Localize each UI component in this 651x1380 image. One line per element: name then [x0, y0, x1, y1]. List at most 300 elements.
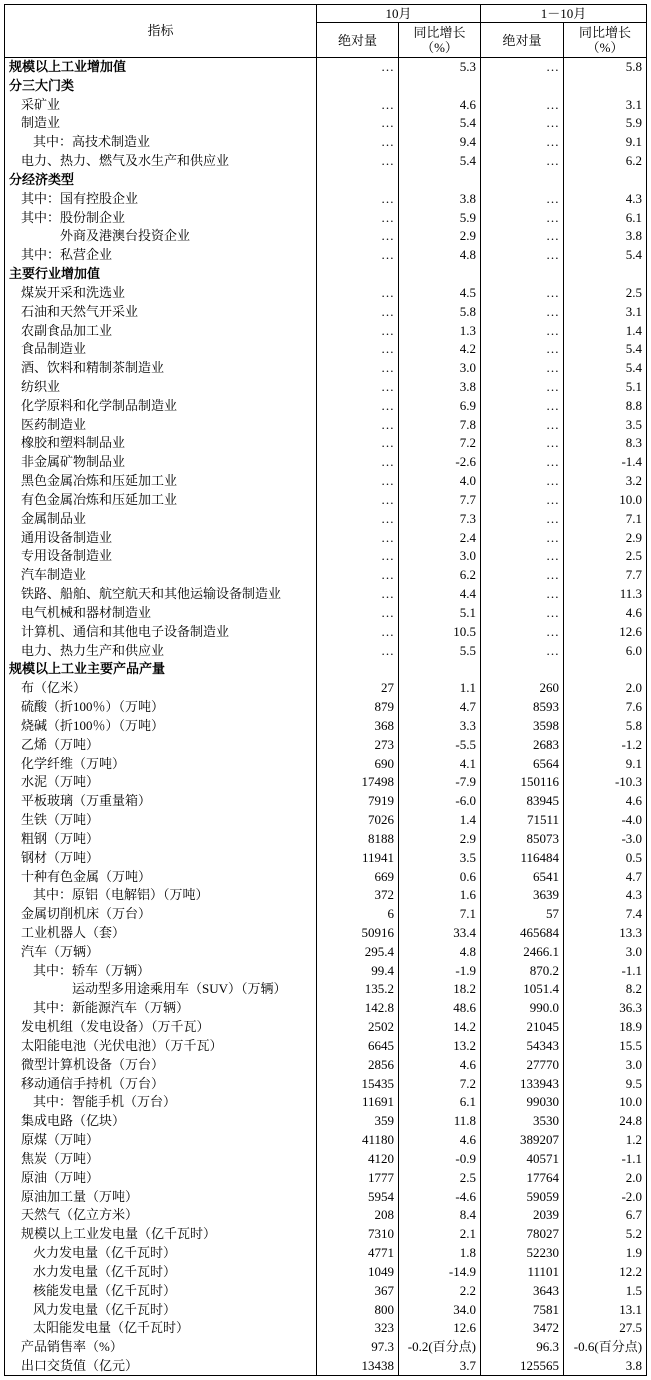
- table-row: [5, 773, 647, 792]
- cumulative-yoy-cell: 6.0: [564, 641, 647, 660]
- cumulative-yoy-cell: 24.8: [564, 1112, 647, 1131]
- section-heading-row: [5, 660, 647, 679]
- cumulative-absolute-cell: …: [481, 58, 564, 77]
- month-yoy-cell: -14.9: [399, 1263, 481, 1282]
- indicator-cell: 电气机械和器材制造业: [5, 604, 317, 623]
- indicator-cell: 其中：原铝（电解铝）（万吨）: [5, 886, 317, 905]
- month-yoy-cell: 18.2: [399, 980, 481, 999]
- indicator-cell: 其中：国有控股企业: [5, 189, 317, 208]
- indicator-cell: 食品制造业: [5, 340, 317, 359]
- indicator-cell: 钢材（万吨）: [5, 848, 317, 867]
- table-row: [5, 811, 647, 830]
- cumulative-absolute-cell: 96.3: [481, 1338, 564, 1357]
- month-yoy-cell: 3.0: [399, 359, 481, 378]
- table-row: [5, 566, 647, 585]
- month-yoy-cell: 4.8: [399, 942, 481, 961]
- cumulative-yoy-cell: 7.4: [564, 905, 647, 924]
- cumulative-absolute-cell: …: [481, 302, 564, 321]
- cumulative-absolute-cell: 59059: [481, 1187, 564, 1206]
- indicator-cell: 石油和天然气开采业: [5, 302, 317, 321]
- cumulative-absolute-cell: 870.2: [481, 961, 564, 980]
- month-yoy-cell: 7.8: [399, 415, 481, 434]
- month-yoy-cell: -5.5: [399, 735, 481, 754]
- indicator-cell: 黑色金属冶炼和压延加工业: [5, 472, 317, 491]
- table-row: [5, 340, 647, 359]
- indicator-cell: 有色金属冶炼和压延加工业: [5, 491, 317, 510]
- table-row: [5, 114, 647, 133]
- cumulative-yoy-cell: [564, 76, 647, 95]
- indicator-cell: 原油（万吨）: [5, 1168, 317, 1187]
- month-absolute-cell: 11941: [317, 848, 399, 867]
- indicator-cell: 制造业: [5, 114, 317, 133]
- month-yoy-header: [399, 23, 481, 58]
- cumulative-absolute-cell: [481, 265, 564, 284]
- indicator-cell: 火力发电量（亿千瓦时）: [5, 1244, 317, 1263]
- cumulative-yoy-cell: 8.3: [564, 434, 647, 453]
- month-absolute-cell: 2856: [317, 1055, 399, 1074]
- month-absolute-cell: 7026: [317, 811, 399, 830]
- cumulative-absolute-cell: 8593: [481, 698, 564, 717]
- table-row: [5, 547, 647, 566]
- month-absolute-cell: 97.3: [317, 1338, 399, 1357]
- cumulative-absolute-cell: 17764: [481, 1168, 564, 1187]
- month-yoy-cell: 1.6: [399, 886, 481, 905]
- indicator-cell: 十种有色金属（万吨）: [5, 867, 317, 886]
- cumulative-absolute-cell: 150116: [481, 773, 564, 792]
- month-absolute-cell: 5954: [317, 1187, 399, 1206]
- month-absolute-cell: 273: [317, 735, 399, 754]
- cumulative-yoy-cell: -10.3: [564, 773, 647, 792]
- cumulative-absolute-cell: 2683: [481, 735, 564, 754]
- table-row: [5, 604, 647, 623]
- indicator-cell: 非金属矿物制品业: [5, 453, 317, 472]
- indicator-cell: 发电机组（发电设备）（万千瓦）: [5, 1018, 317, 1037]
- month-yoy-cell: 2.9: [399, 227, 481, 246]
- cumulative-yoy-cell: 2.0: [564, 679, 647, 698]
- month-absolute-cell: 367: [317, 1281, 399, 1300]
- month-yoy-cell: 6.9: [399, 396, 481, 415]
- month-yoy-cell: 2.4: [399, 528, 481, 547]
- month-absolute-cell: …: [317, 415, 399, 434]
- month-yoy-cell: -4.6: [399, 1187, 481, 1206]
- cumulative-yoy-cell: 4.3: [564, 189, 647, 208]
- table-row: [5, 453, 647, 472]
- cumulative-yoy-cell: 5.8: [564, 58, 647, 77]
- table-row: [5, 359, 647, 378]
- month-absolute-cell: …: [317, 114, 399, 133]
- month-absolute-cell: 135.2: [317, 980, 399, 999]
- table-row: [5, 942, 647, 961]
- indicator-cell: 电力、热力、燃气及水生产和供应业: [5, 152, 317, 171]
- indicator-cell: 焦炭（万吨）: [5, 1150, 317, 1169]
- month-absolute-cell: …: [317, 378, 399, 397]
- cumulative-yoy-cell: 3.5: [564, 415, 647, 434]
- month-absolute-cell: …: [317, 189, 399, 208]
- table-row: [5, 792, 647, 811]
- cumulative-absolute-cell: …: [481, 453, 564, 472]
- month-absolute-cell: 27: [317, 679, 399, 698]
- cumulative-yoy-cell: 8.2: [564, 980, 647, 999]
- table-row: [5, 1037, 647, 1056]
- month-absolute-cell: 1049: [317, 1263, 399, 1282]
- cumulative-absolute-cell: [481, 76, 564, 95]
- table-row: [5, 1206, 647, 1225]
- cumulative-yoy-cell: 2.5: [564, 283, 647, 302]
- cumulative-yoy-cell: 18.9: [564, 1018, 647, 1037]
- section-heading-row: [5, 76, 647, 95]
- cumulative-yoy-cell: 9.5: [564, 1074, 647, 1093]
- cumulative-absolute-cell: …: [481, 133, 564, 152]
- month-yoy-cell: 2.1: [399, 1225, 481, 1244]
- month-absolute-cell: 4120: [317, 1150, 399, 1169]
- cumulative-absolute-cell: 2039: [481, 1206, 564, 1225]
- month-absolute-cell: 7310: [317, 1225, 399, 1244]
- month-yoy-cell: 1.3: [399, 321, 481, 340]
- cumulative-yoy-cell: 4.6: [564, 604, 647, 623]
- indicator-cell: 主要行业增加值: [5, 265, 317, 284]
- indicator-cell: 医药制造业: [5, 415, 317, 434]
- indicator-cell: 工业机器人（套）: [5, 924, 317, 943]
- month-absolute-cell: …: [317, 227, 399, 246]
- month-yoy-cell: -1.9: [399, 961, 481, 980]
- indicator-cell: 太阳能电池（光伏电池）（万千瓦）: [5, 1037, 317, 1056]
- table-row: [5, 1018, 647, 1037]
- month-absolute-cell: 11691: [317, 1093, 399, 1112]
- table-row: [5, 716, 647, 735]
- cumulative-absolute-cell: 99030: [481, 1093, 564, 1112]
- cumulative-yoy-cell: 27.5: [564, 1319, 647, 1338]
- indicator-cell: 纺织业: [5, 378, 317, 397]
- cumulative-absolute-cell: 3530: [481, 1112, 564, 1131]
- cumulative-absolute-cell: 83945: [481, 792, 564, 811]
- month-yoy-cell: 2.9: [399, 829, 481, 848]
- cumulative-yoy-cell: 10.0: [564, 491, 647, 510]
- cumulative-absolute-cell: …: [481, 114, 564, 133]
- month-absolute-cell: 15435: [317, 1074, 399, 1093]
- month-yoy-cell: 4.5: [399, 283, 481, 302]
- month-absolute-cell: [317, 76, 399, 95]
- cumulative-yoy-cell: 1.9: [564, 1244, 647, 1263]
- table-body: [5, 58, 647, 1376]
- cumulative-yoy-cell: -2.0: [564, 1187, 647, 1206]
- indicator-cell: 核能发电量（亿千瓦时）: [5, 1281, 317, 1300]
- section-heading-row: [5, 265, 647, 284]
- table-row: [5, 754, 647, 773]
- month-yoy-cell: 33.4: [399, 924, 481, 943]
- cumulative-yoy-cell: 9.1: [564, 754, 647, 773]
- month-yoy-cell: 2.2: [399, 1281, 481, 1300]
- table-row: [5, 679, 647, 698]
- month-absolute-cell: 142.8: [317, 999, 399, 1018]
- cumulative-absolute-cell: …: [481, 396, 564, 415]
- cumulative-absolute-cell: 11101: [481, 1263, 564, 1282]
- month-absolute-cell: …: [317, 152, 399, 171]
- month-yoy-cell: [399, 170, 481, 189]
- month-yoy-cell: 3.8: [399, 189, 481, 208]
- indicator-cell: 煤炭开采和洗选业: [5, 283, 317, 302]
- table-row: [5, 1225, 647, 1244]
- table-row: [5, 509, 647, 528]
- table-row: [5, 867, 647, 886]
- table-row: [5, 980, 647, 999]
- table-row: [5, 208, 647, 227]
- indicator-cell: 金属制品业: [5, 509, 317, 528]
- table-row: [5, 95, 647, 114]
- cumulative-absolute-cell: …: [481, 641, 564, 660]
- month-yoy-cell: -0.2(百分点): [399, 1338, 481, 1357]
- cumulative-yoy-cell: 9.1: [564, 133, 647, 152]
- cumulative-yoy-cell: 5.9: [564, 114, 647, 133]
- cumulative-yoy-cell: 3.1: [564, 302, 647, 321]
- yoy-header-line2: （%）: [421, 40, 458, 55]
- cumulative-yoy-cell: -3.0: [564, 829, 647, 848]
- indicator-cell: 其中：智能手机（万台）: [5, 1093, 317, 1112]
- cumulative-yoy-cell: 2.0: [564, 1168, 647, 1187]
- cumulative-absolute-cell: …: [481, 340, 564, 359]
- indicator-cell: 规模以上工业发电量（亿千瓦时）: [5, 1225, 317, 1244]
- table-row: [5, 472, 647, 491]
- month-yoy-cell: 48.6: [399, 999, 481, 1018]
- indicator-cell: 其中：轿车（万辆）: [5, 961, 317, 980]
- cumulative-absolute-cell: …: [481, 434, 564, 453]
- cumulative-yoy-cell: 10.0: [564, 1093, 647, 1112]
- indicator-cell: 其中：高技术制造业: [5, 133, 317, 152]
- cumulative-yoy-cell: 12.2: [564, 1263, 647, 1282]
- cumulative-yoy-cell: 2.9: [564, 528, 647, 547]
- table-row: [5, 133, 647, 152]
- month-absolute-cell: …: [317, 302, 399, 321]
- yoy-header-line2: （%）: [586, 40, 624, 55]
- month-absolute-cell: …: [317, 340, 399, 359]
- month-yoy-cell: 4.2: [399, 340, 481, 359]
- cumulative-absolute-cell: …: [481, 359, 564, 378]
- cumulative-absolute-cell: 389207: [481, 1131, 564, 1150]
- month-yoy-cell: 4.7: [399, 698, 481, 717]
- indicator-cell: 集成电路（亿块）: [5, 1112, 317, 1131]
- cumulative-absolute-cell: …: [481, 283, 564, 302]
- cumulative-absolute-cell: [481, 170, 564, 189]
- cumulative-yoy-cell: 3.2: [564, 472, 647, 491]
- month-yoy-cell: 4.8: [399, 246, 481, 265]
- cumulative-yoy-cell: 1.5: [564, 1281, 647, 1300]
- cumulative-absolute-cell: …: [481, 585, 564, 604]
- indicator-cell: 规模以上工业主要产品产量: [5, 660, 317, 679]
- month-yoy-cell: 10.5: [399, 622, 481, 641]
- cumulative-absolute-cell: …: [481, 227, 564, 246]
- cumulative-absolute-cell: 3639: [481, 886, 564, 905]
- cumulative-absolute-cell: …: [481, 509, 564, 528]
- month-absolute-cell: …: [317, 359, 399, 378]
- cumulative-yoy-cell: 7.6: [564, 698, 647, 717]
- indicator-cell: 水力发电量（亿千瓦时）: [5, 1263, 317, 1282]
- month-absolute-cell: 323: [317, 1319, 399, 1338]
- table-row: [5, 1074, 647, 1093]
- table-row: [5, 1150, 647, 1169]
- month-yoy-cell: 1.4: [399, 811, 481, 830]
- indicator-cell: 化学原料和化学制品制造业: [5, 396, 317, 415]
- month-yoy-cell: 11.8: [399, 1112, 481, 1131]
- cumulative-yoy-cell: 1.2: [564, 1131, 647, 1150]
- table-row: [5, 961, 647, 980]
- cumulative-absolute-cell: 71511: [481, 811, 564, 830]
- table-row: [5, 189, 647, 208]
- month-yoy-cell: -2.6: [399, 453, 481, 472]
- indicator-cell: 其中：股份制企业: [5, 208, 317, 227]
- table-row: [5, 415, 647, 434]
- cumulative-absolute-cell: 3472: [481, 1319, 564, 1338]
- cumulative-yoy-cell: 6.2: [564, 152, 647, 171]
- month-absolute-cell: …: [317, 472, 399, 491]
- month-absolute-cell: …: [317, 58, 399, 77]
- table-row: [5, 1244, 647, 1263]
- month-period-header: 10月: [317, 5, 481, 23]
- month-yoy-cell: 3.7: [399, 1357, 481, 1376]
- cumulative-absolute-cell: 7581: [481, 1300, 564, 1319]
- table-row: [5, 1093, 647, 1112]
- month-absolute-cell: …: [317, 321, 399, 340]
- month-absolute-cell: 99.4: [317, 961, 399, 980]
- cumulative-absolute-cell: …: [481, 189, 564, 208]
- indicator-cell: 水泥（万吨）: [5, 773, 317, 792]
- month-yoy-cell: 7.7: [399, 491, 481, 510]
- cumulative-yoy-cell: -4.0: [564, 811, 647, 830]
- cumulative-yoy-cell: 36.3: [564, 999, 647, 1018]
- cumulative-yoy-cell: -1.1: [564, 961, 647, 980]
- month-absolute-cell: 2502: [317, 1018, 399, 1037]
- table-row: [5, 1281, 647, 1300]
- month-absolute-cell: …: [317, 585, 399, 604]
- table-row: [5, 1131, 647, 1150]
- cumulative-absolute-cell: 6541: [481, 867, 564, 886]
- indicator-cell: 生铁（万吨）: [5, 811, 317, 830]
- indicator-header: 指标: [5, 5, 317, 58]
- month-absolute-cell: 879: [317, 698, 399, 717]
- table-row: [5, 886, 647, 905]
- cumulative-yoy-cell: 12.6: [564, 622, 647, 641]
- month-yoy-cell: 2.5: [399, 1168, 481, 1187]
- cumulative-yoy-cell: 6.1: [564, 208, 647, 227]
- cumulative-yoy-cell: -1.2: [564, 735, 647, 754]
- cumulative-absolute-cell: …: [481, 152, 564, 171]
- month-yoy-cell: 6.1: [399, 1093, 481, 1112]
- table-row: [5, 641, 647, 660]
- cumulative-yoy-cell: 3.1: [564, 95, 647, 114]
- indicator-cell: 通用设备制造业: [5, 528, 317, 547]
- month-yoy-cell: 9.4: [399, 133, 481, 152]
- month-yoy-cell: 5.4: [399, 152, 481, 171]
- cumulative-absolute-cell: 21045: [481, 1018, 564, 1037]
- indicator-cell: 规模以上工业增加值: [5, 58, 317, 77]
- cumulative-yoy-cell: 13.1: [564, 1300, 647, 1319]
- table-row: [5, 1187, 647, 1206]
- cumulative-yoy-cell: -1.4: [564, 453, 647, 472]
- cumulative-absolute-cell: 260: [481, 679, 564, 698]
- month-yoy-cell: 7.3: [399, 509, 481, 528]
- table-row: [5, 585, 647, 604]
- indicator-cell: 计算机、通信和其他电子设备制造业: [5, 622, 317, 641]
- month-absolute-cell: 1777: [317, 1168, 399, 1187]
- month-yoy-cell: -7.9: [399, 773, 481, 792]
- section-heading-row: [5, 58, 647, 77]
- cumulative-absolute-cell: 27770: [481, 1055, 564, 1074]
- cumulative-yoy-cell: [564, 170, 647, 189]
- cumulative-absolute-cell: 133943: [481, 1074, 564, 1093]
- month-absolute-cell: 690: [317, 754, 399, 773]
- month-absolute-cell: [317, 265, 399, 284]
- month-absolute-cell: 17498: [317, 773, 399, 792]
- table-row: [5, 1112, 647, 1131]
- cumulative-absolute-cell: 1051.4: [481, 980, 564, 999]
- indicator-cell: 铁路、船舶、航空航天和其他运输设备制造业: [5, 585, 317, 604]
- table-row: [5, 622, 647, 641]
- cumulative-absolute-cell: …: [481, 566, 564, 585]
- cumulative-yoy-cell: 2.5: [564, 547, 647, 566]
- month-yoy-cell: 12.6: [399, 1319, 481, 1338]
- indicator-cell: 分三大门类: [5, 76, 317, 95]
- table-row: [5, 924, 647, 943]
- cumulative-yoy-cell: [564, 265, 647, 284]
- month-yoy-cell: 5.4: [399, 114, 481, 133]
- cumulative-absolute-cell: 54343: [481, 1037, 564, 1056]
- table-row: [5, 528, 647, 547]
- month-yoy-cell: 4.4: [399, 585, 481, 604]
- month-yoy-cell: 4.6: [399, 1055, 481, 1074]
- cumulative-absolute-cell: …: [481, 547, 564, 566]
- table-row: [5, 1319, 647, 1338]
- month-yoy-cell: 3.3: [399, 716, 481, 735]
- header-row-periods: [5, 5, 647, 23]
- cumulative-yoy-cell: 5.4: [564, 340, 647, 359]
- month-yoy-cell: 7.2: [399, 434, 481, 453]
- month-absolute-cell: 359: [317, 1112, 399, 1131]
- indicator-cell: 电力、热力生产和供应业: [5, 641, 317, 660]
- indicator-cell: 微型计算机设备（万台）: [5, 1055, 317, 1074]
- cumulative-absolute-cell: …: [481, 95, 564, 114]
- month-absolute-header: 绝对量: [317, 23, 399, 58]
- table-row: [5, 152, 647, 171]
- month-yoy-cell: 3.8: [399, 378, 481, 397]
- table-row: [5, 848, 647, 867]
- cumulative-yoy-cell: 13.3: [564, 924, 647, 943]
- month-absolute-cell: …: [317, 434, 399, 453]
- cumulative-absolute-cell: 3643: [481, 1281, 564, 1300]
- month-yoy-cell: 0.6: [399, 867, 481, 886]
- month-absolute-cell: [317, 660, 399, 679]
- month-yoy-cell: 5.3: [399, 58, 481, 77]
- month-absolute-cell: …: [317, 246, 399, 265]
- cumulative-yoy-cell: 5.1: [564, 378, 647, 397]
- month-absolute-cell: …: [317, 208, 399, 227]
- cumulative-yoy-cell: -0.6(百分点): [564, 1338, 647, 1357]
- cumulative-period-header: 1－10月: [481, 5, 647, 23]
- month-yoy-cell: 1.8: [399, 1244, 481, 1263]
- cumulative-absolute-cell: 465684: [481, 924, 564, 943]
- indicator-cell: 农副食品加工业: [5, 321, 317, 340]
- month-yoy-cell: 7.2: [399, 1074, 481, 1093]
- indicator-cell: 汽车制造业: [5, 566, 317, 585]
- cumulative-absolute-cell: 52230: [481, 1244, 564, 1263]
- cumulative-absolute-cell: [481, 660, 564, 679]
- indicator-cell: 粗钢（万吨）: [5, 829, 317, 848]
- month-yoy-cell: 13.2: [399, 1037, 481, 1056]
- month-yoy-cell: 5.8: [399, 302, 481, 321]
- cumulative-yoy-cell: 3.0: [564, 942, 647, 961]
- indicator-cell: 其中：私营企业: [5, 246, 317, 265]
- month-yoy-cell: 14.2: [399, 1018, 481, 1037]
- indicator-cell: 分经济类型: [5, 170, 317, 189]
- month-yoy-cell: 5.9: [399, 208, 481, 227]
- cumulative-absolute-cell: …: [481, 208, 564, 227]
